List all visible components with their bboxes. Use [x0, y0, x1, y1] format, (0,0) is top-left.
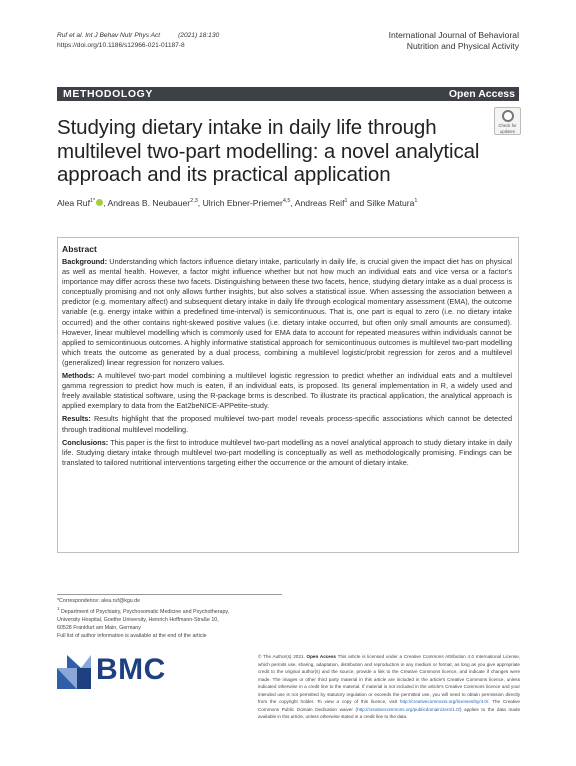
update-icon — [502, 110, 514, 122]
affiliation-line2: University Hospital, Goethe University, Heinrich Hoffmann-Straße 10, — [57, 616, 219, 623]
license-text-3: ) applies to the data made available in this article, unless otherwise stated in a credit line to the data. — [258, 706, 521, 719]
abstract-heading: Abstract — [62, 244, 97, 254]
journal-name-line2: Nutrition and Physical Activity — [406, 41, 519, 51]
license-notice — [258, 653, 520, 721]
check-for-updates-line1: Check for — [498, 123, 517, 128]
affiliation-line3: 60528 Frankfurt am Main, Germany — [57, 624, 141, 631]
journal-name-line1: International Journal of Behavioral — [388, 30, 519, 40]
doi-link[interactable]: https://doi.org/10.1186/s12966-021-01187-8 — [57, 42, 185, 49]
results-label: Results: — [62, 414, 91, 424]
article-type-band — [57, 87, 519, 101]
author-name[interactable]: Silke Matura — [366, 198, 415, 208]
author-affiliation: 1 — [414, 198, 418, 205]
author-separator: and — [347, 198, 367, 208]
open-access-badge: Open Access — [443, 87, 519, 101]
footnotes — [57, 597, 289, 640]
abstract-results — [62, 414, 512, 434]
article-title: Studying dietary intake in daily life through multilevel two-part modelling: a novel analytical approach and its practical application — [57, 116, 480, 186]
correspondence[interactable]: *Correspondence: alea.ruf@kgu.de — [57, 598, 141, 604]
cc-by-link[interactable]: http://creativecommons.org/licenses/by/4.0/ — [399, 699, 489, 704]
abstract-methods — [62, 371, 512, 411]
abstract-background — [62, 257, 512, 368]
author-affiliation: 1 — [344, 198, 348, 205]
check-for-updates-line2: updates — [500, 129, 515, 134]
author-separator: , — [290, 198, 295, 208]
bmc-logo-text: BMC — [96, 653, 166, 686]
abstract-conclusions — [62, 438, 512, 468]
background-label: Background: — [62, 257, 107, 266]
check-for-updates-button[interactable] — [494, 107, 521, 135]
author-affiliation: 4,5 — [282, 198, 291, 205]
bmc-logo-icon — [57, 655, 91, 689]
abstract-box — [57, 237, 519, 553]
affiliation — [57, 605, 289, 616]
background-text: Understanding which factors influence dietary intake, particularly in daily life, is crucial given the impact diet has on physical as well as mental health. However, a factor might influence whether but not how much an individual eats and vice versa or a factor's importance may differ across these two facets. Distinguishing between these two facets, hence, studying dietary intake as a dual process is conceptually promising and not only allows further insights, but also solves a statistical issue. When assessing the association between a predictor (e.g. momentary affect) and subsequent dietary intake in daily life through ecological momentary assessment (EMA), the outcome variable (e.g. energy intake within a predefined time-interval) is semicontinuous. That is, one part is equal to zero (i.e. no dietary intake occurred) and the other contains right-skewed positive values (i.e. dietary intake occurred, but often only small amounts are consumed). However, linear multilevel modelling which is commonly used for EMA data to account for repeated measures within individuals cannot be applied to semicontinuous outcomes. A highly informative statistical approach for semicontinuous outcomes is multilevel two-part modelling which treats the outcome as generated by a dual process, combining a multilevel logistic/probit regression for zeros and a multilevel (generalized) linear regression for nonzero values. — [62, 257, 512, 367]
license-text-1: This article is licensed under a Creative Commons Attribution 4.0 International License, which permits use, sharing, adaptation, distribution and reproduction in any medium or format, as long as you give appropriate credit to the original author(s) and the source, provide a link to the Creative Commons licence, and indicate if changes were made. The images or other third party material in this article are included in the article's Creative Commons licence, unless indicated otherwise in a credit line to the material. If material is not included in the article's Creative Commons licence and your intended use is not permitted by statutory regulation or exceeds the permitted use, you will need to obtain permission directly from the copyright holder. To view a copy of this licence, visit — [258, 654, 520, 704]
author-separator: , — [103, 198, 108, 208]
author-name[interactable]: Alea Ruf — [57, 198, 90, 208]
author-name[interactable]: Ulrich Ebner-Priemer — [202, 198, 283, 208]
author-name[interactable]: Andreas B. Neubauer — [107, 198, 191, 208]
article-type: METHODOLOGY — [63, 88, 154, 100]
author-name[interactable]: Andreas Reif — [294, 198, 345, 208]
results-text: Results highlight that the proposed multilevel two-part model reveals process-specific associations which cannot be detected through traditional multilevel modelling. — [62, 414, 513, 434]
affiliation-number: 1 — [57, 606, 60, 611]
year-volume: (2021) 18:130 — [178, 32, 220, 39]
author-list — [57, 198, 527, 208]
methods-label: Methods: — [62, 371, 95, 381]
author-affiliation: 1* — [89, 198, 96, 205]
conclusions-label: Conclusions: — [62, 437, 109, 447]
author-info-note: Full list of author information is available at the end of the article — [57, 632, 207, 639]
cc0-link[interactable]: http://creativecommons.org/publicdomain/zero/1.0/ — [357, 706, 460, 712]
running-header-citation — [57, 31, 237, 51]
journal-citation: Ruf et al. Int J Behav Nutr Phys Act — [57, 32, 161, 39]
publisher-logo — [57, 655, 177, 689]
journal-name — [299, 30, 519, 52]
conclusions-text: This paper is the first to introduce multilevel two-part modelling as a novel analytical approach to study dietary intake in daily life. Studying dietary intake through multilevel two-part modelling is conceptually as well as methodologically promising. Findings can be translated to tailored nutritional interventions targeting either the occurrence or the amount of dietary intake. — [62, 437, 512, 467]
footnote-divider — [57, 594, 282, 595]
license-text-2: . The Creative Commons Public Domain Dedication waiver ( — [258, 699, 520, 712]
license-open-access-label: Open Access — [306, 654, 336, 659]
copyright: © The Author(s) 2021. — [258, 654, 305, 659]
methods-text: A multilevel two-part model combining a multilevel logistic regression to predict whether an individual eats and a multilevel gamma regression to predict how much is eaten, if an individual eats, is proposed. Its general implementation in R, a widely used and freely available statistical software, using the R-package brms is described. To illustrate its practical application, the analytical approach is applied exemplary to data from the Eat2beNICE-APPetite-study. — [62, 371, 512, 411]
author-separator: , — [197, 198, 203, 208]
affiliation-line1: Department of Psychiatry, Psychosomatic Medicine and Psychotherapy, — [60, 608, 230, 615]
author-affiliation: 2,3 — [190, 198, 198, 205]
